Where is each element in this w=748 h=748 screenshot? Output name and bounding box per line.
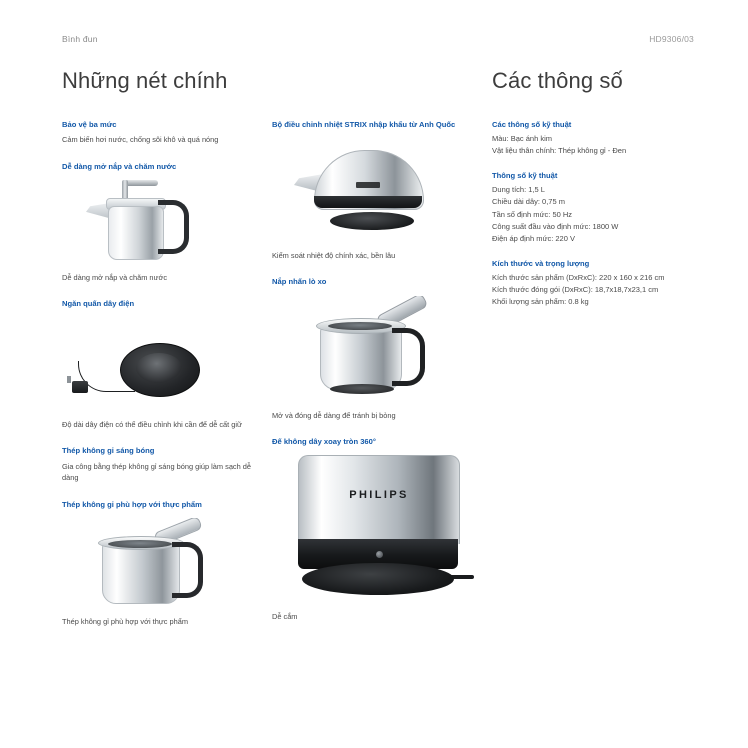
highlight-easy-open-lid [62,162,258,283]
highlight-heading: Nắp nhấn lò xo [272,277,327,287]
highlights-column-two [272,120,468,643]
highlight-heading: Thép không gỉ sáng bóng [62,446,155,456]
spec-line: Vật liệu thân chính: Thép không gỉ - Đen [492,146,627,156]
kettle-base-cord-image [62,317,248,413]
highlights-column-one [62,120,258,643]
philips-brand-logo: PHILIPS [349,488,409,501]
spec-line: Công suất đầu vào định mức: 1800 W [492,221,619,231]
spec-group-general [492,120,694,157]
kettle-open-lid-image [62,518,248,610]
kettle-spring-lid-image [272,296,472,404]
product-category: Bình đun [62,34,98,44]
highlights-title: Những nét chính [62,68,228,93]
highlight-text: Gia công bằng thép không gỉ sáng bóng giúp làm sạch dễ dàng [62,461,252,483]
figure-caption: Mở và đóng dễ dàng để tránh bị bỏng [272,410,396,420]
figure-caption: Dễ cắm [272,611,298,621]
highlight-360-base [272,437,468,622]
spec-line: Màu: Bạc ánh kim [492,134,553,143]
spec-line: Chiều dài dây: 0,75 m [492,197,565,207]
figure-caption: Kiểm soát nhiệt độ chính xác, bền lâu [272,251,396,261]
highlight-polished-steel [62,446,258,483]
figure-caption: Dễ dàng mở nắp và chăm nước [62,272,168,282]
highlight-heading: Dễ dàng mở nắp và chăm nước [62,161,177,171]
product-model-number: HD9306/03 [649,34,694,44]
spec-line: Dung tích: 1,5 L [492,185,545,195]
highlight-food-grade-steel [62,500,258,627]
kettle-360-base-image [272,455,486,605]
spec-group-heading: Kích thước và trọng lượng [492,258,590,268]
highlight-strix-controller [272,120,468,261]
spec-line: Điện áp định mức: 220 V [492,233,575,243]
highlight-heading: Đế không dây xoay tròn 360° [272,436,376,446]
page-header [62,34,694,44]
spec-line: Kích thước sản phẩm (DxRxC): 220 x 160 x 216 cm [492,272,665,282]
kettle-pouring-image [62,180,248,266]
spec-line: Khối lượng sản phẩm: 0.8 kg [492,297,589,307]
kettle-strix-image [272,138,472,244]
highlight-heading: Bộ điều chỉnh nhiệt STRIX nhập khẩu từ Anh Quốc [272,120,456,129]
spec-group-technical [492,171,694,245]
content-columns [62,68,694,643]
specifications-section [492,68,694,643]
specifications-title: Các thông số [492,68,623,93]
highlight-text: Cảm biến hơi nước, chống sôi khô và quá nóng [62,135,219,145]
highlight-triple-protection [62,120,258,146]
highlight-cord-storage [62,299,258,430]
highlight-heading: Bảo vệ ba mức [62,120,117,129]
spec-group-heading: Thông số kỹ thuật [492,171,558,181]
highlight-heading: Thép không gỉ phù hợp với thực phẩm [62,499,202,509]
highlights-section [62,68,468,643]
spec-line: Kích thước đóng gói (DxRxC): 18,7x18,7x23,1 cm [492,285,659,295]
spec-group-heading: Các thông số kỹ thuật [492,120,572,129]
highlight-heading: Ngăn quấn dây điện [62,299,135,309]
figure-caption: Thép không gỉ phù hợp với thực phẩm [62,616,188,626]
spec-group-dimensions [492,259,694,308]
figure-caption: Độ dài dây điện có thể điều chỉnh khi cần để dễ cất giữ [62,420,242,430]
spec-line: Tần số định mức: 50 Hz [492,209,573,219]
highlight-spring-lid [272,277,468,420]
